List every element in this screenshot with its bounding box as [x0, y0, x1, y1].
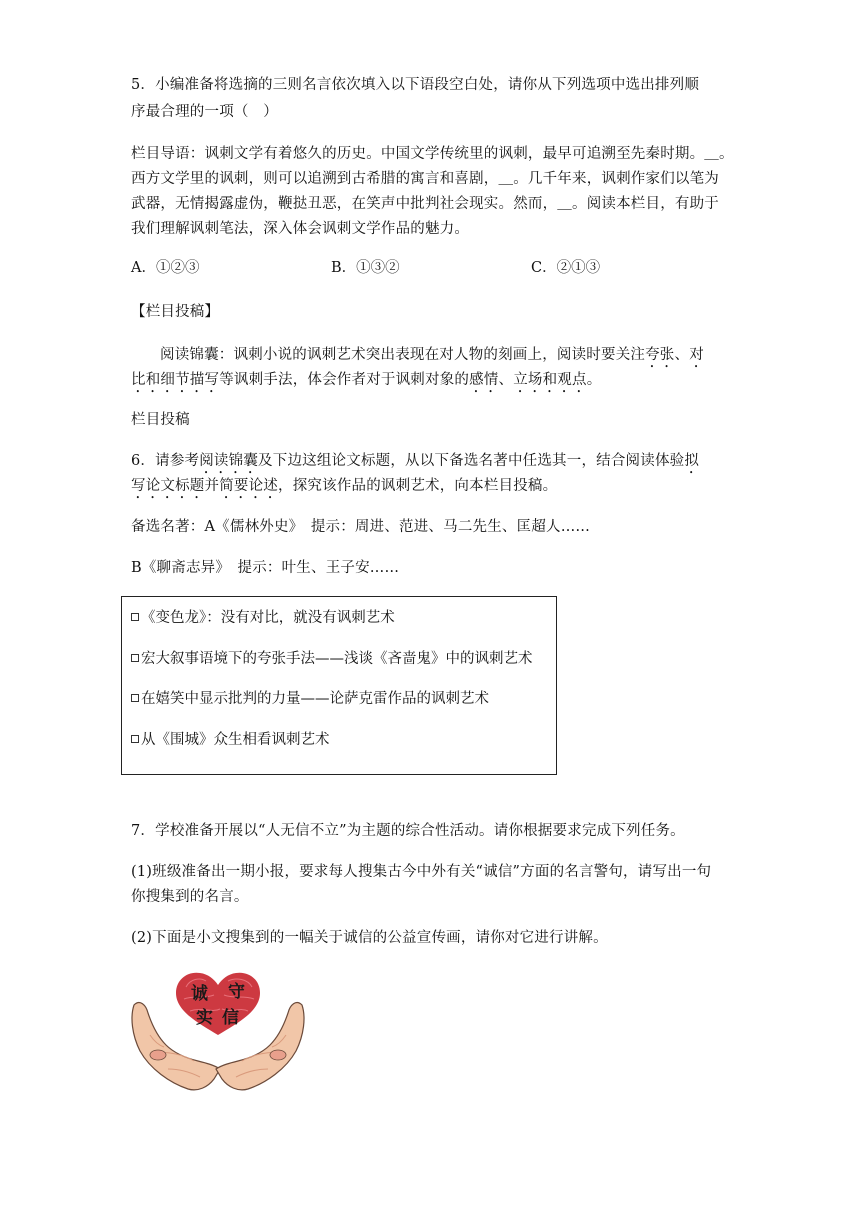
poster-char: 诚 — [191, 984, 208, 1004]
q7-stem: 7．学校准备开展以“人无信不立”为主题的综合性活动。请你根据要求完成下列任务。 — [131, 823, 685, 839]
essay-title-text: 在嬉笑中显示批判的力量——论萨克雷作品的讽刺艺术 — [141, 691, 489, 707]
q6-book-a: 备选名著：A《儒林外史》 提示：周进、范进、马二先生、匡超人…… — [131, 519, 591, 535]
tip-text: 。 — [586, 372, 602, 388]
q5-paragraph-line4: 我们理解讽刺笔法，深入体会讽刺文学作品的魅力。 — [131, 221, 470, 237]
sub-header: 栏目投稿 — [131, 412, 190, 428]
reading-tip-line1 — [160, 343, 704, 371]
checkbox-icon — [131, 613, 139, 621]
essay-title-text: 从《围城》众生相看讽刺艺术 — [141, 732, 330, 748]
q5-paragraph-line2: 西方文学里的讽刺，则可以追溯到古希腊的寓言和喜剧，＿。几千年来，讽刺作家们以笔为 — [131, 171, 719, 187]
poster-char: 实 — [196, 1008, 213, 1028]
section-header: 【栏目投稿】 — [131, 304, 220, 320]
checkbox-icon — [131, 694, 139, 702]
q6-emphasis: 写论文标题 — [131, 478, 205, 494]
q5-stem-line2: 序最合理的一项（ ） — [131, 104, 278, 120]
essay-title-item — [131, 647, 533, 668]
integrity-poster-image — [128, 965, 308, 1095]
q5-option-b[interactable]: B．①③② — [331, 260, 400, 276]
q5-stem-line1: 5．小编准备将选摘的三则名言依次填入以下语段空白处，请你从下列选项中选出排列顺 — [131, 77, 700, 93]
essay-title-text: 《变色龙》：没有对比，就没有讽刺艺术 — [141, 610, 395, 626]
q5-paragraph-line1: 栏目导语：讽刺文学有着悠久的历史。中国文学传统里的讽刺，最早可追溯至先秦时期。＿。 — [131, 146, 734, 162]
q7-sub1-line1: (1)班级准备出一期小报，要求每人搜集古今中外有关“诚信”方面的名言警句，请写出一句 — [131, 864, 712, 880]
q7-sub2: (2)下面是小文搜集到的一幅关于诚信的公益宣传画，请你对它进行讲解。 — [131, 930, 608, 946]
tip-emphasis: 比和细节描写 — [131, 372, 220, 388]
q6-emphasis: 阅读锦囊 — [199, 453, 259, 469]
essay-titles-box — [121, 596, 557, 775]
q5-paragraph-line3: 武器，无情揭露虚伪，鞭挞丑恶，在笑声中批判社会现实。然而，＿。阅读本栏目，有助于 — [131, 196, 719, 212]
q6-book-b: B《聊斋志异》 提示：叶生、王子安…… — [131, 560, 400, 576]
q6-emphasis: 简要论述 — [219, 478, 279, 494]
q6-stem-line2 — [131, 474, 557, 502]
checkbox-icon — [131, 654, 139, 662]
checkbox-icon — [131, 735, 139, 743]
q6-stem-line1 — [131, 449, 699, 477]
q6-text: 并 — [204, 478, 220, 494]
q6-text: 及下边这组论文标题，从以下备选名著中任选其一，结合阅读体验 — [258, 453, 685, 469]
q5-option-c[interactable]: C．②①③ — [531, 260, 601, 276]
q5-options — [131, 256, 731, 280]
essay-title-text: 宏大叙事语境下的夸张手法——浅谈《吝啬鬼》中的讽刺艺术 — [141, 651, 533, 667]
q6-text: ，探究该作品的讽刺艺术，向本栏目投稿。 — [278, 478, 558, 494]
essay-title-item — [131, 728, 330, 749]
poster-char: 信 — [222, 1008, 239, 1028]
tip-text: 阅读锦囊：讽刺小说的讽刺艺术突出表现在对人物的刻画上，阅读时要关注 — [160, 347, 646, 363]
poster-char: 守 — [228, 982, 245, 1002]
q6-emphasis: 拟 — [684, 453, 700, 469]
reading-tip-line2 — [131, 368, 601, 396]
tip-emphasis: 感情、立场和观点 — [469, 372, 587, 388]
q5-option-a[interactable]: A．①②③ — [131, 260, 200, 276]
q6-text: 6．请参考 — [131, 453, 200, 469]
essay-title-item — [131, 606, 395, 627]
tip-text: 等讽刺手法，体会作者对于讽刺对象的 — [219, 372, 470, 388]
q7-sub1-line2: 你搜集到的名言。 — [131, 889, 249, 905]
tip-emphasis: 夸张、对 — [645, 347, 704, 363]
essay-title-item — [131, 687, 489, 708]
